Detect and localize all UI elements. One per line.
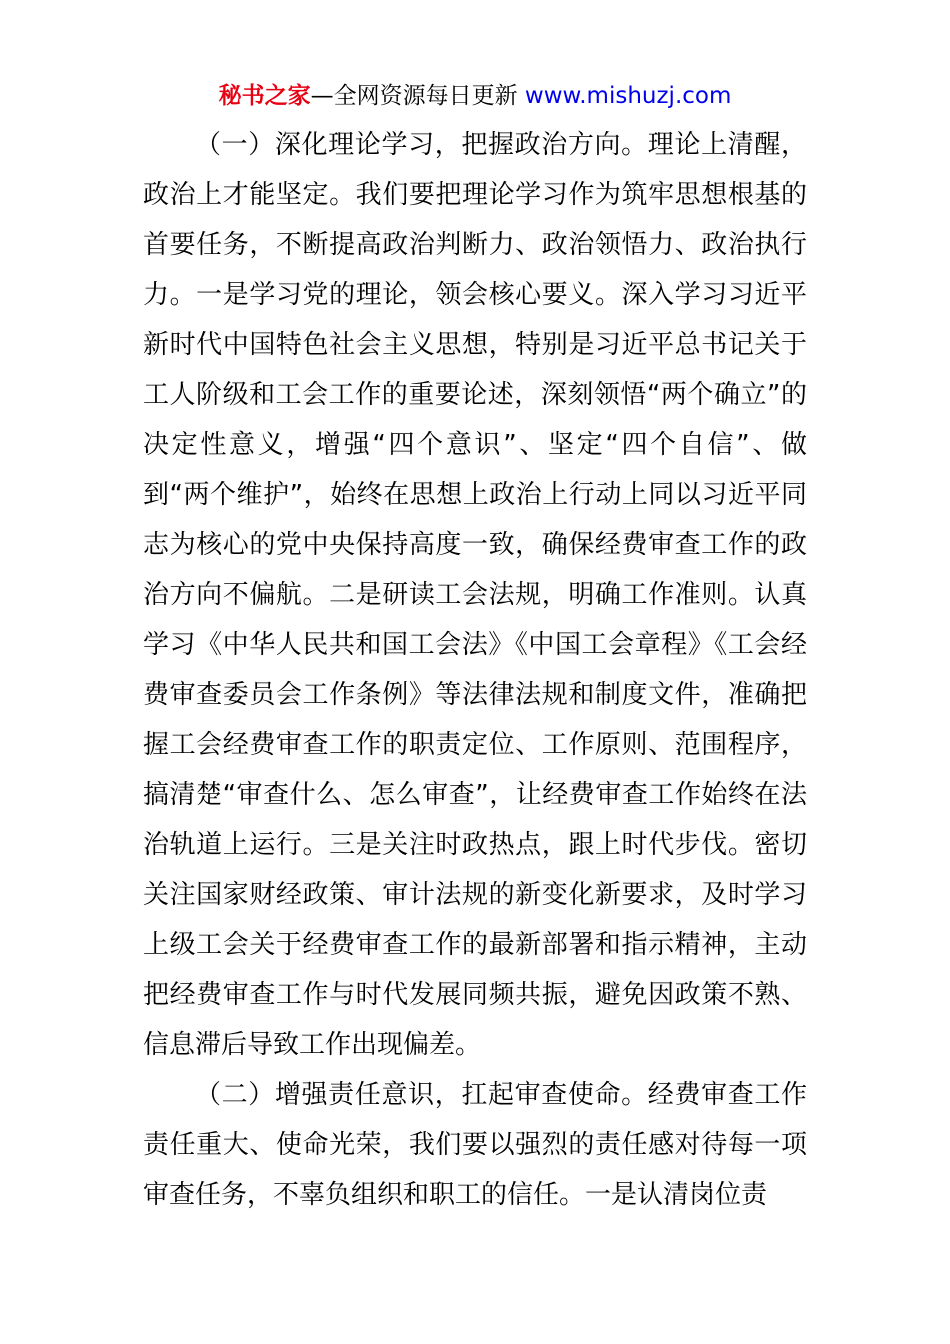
paragraph-1: （一）深化理论学习，把握政治方向。理论上清醒，政治上才能坚定。我们要把理论学习作为筑牢思想根基的首要任务，不断提高政治判断力、政治领悟力、政治执行力。一是学习党的理论，领会核心要义。深入学习习近平新时代中国特色社会主义思想，特别是习近平总书记关于工人阶级和工会工作的重要论述，深刻领悟“两个确立”的决定性意义，增强“四个意识”、坚定“四个自信”、做到“两个维护”，始终在思想上政治上行动上同以习近平同志为核心的党中央保持高度一致，确保经费审查工作的政治方向不偏航。二是研读工会法规，明确工作准则。认真学习《中华人民共和国工会法》《中国工会章程》《工会经费审查委员会工作条例》等法律法规和制度文件，准确把握工会经费审查工作的职责定位、工作原则、范围程序，搞清楚“审查什么、怎么审查”，让经费审查工作始终在法治轨道上运行。三是关注时政热点，跟上时代步伐。密切关注国家财经政策、审计法规的新变化新要求，及时学习上级工会关于经费审查工作的最新部署和指示精神，主动把经费审查工作与时代发展同频共振，避免因政策不熟、信息滞后导致工作出现偏差。	[143, 130, 807, 1060]
site-url-link[interactable]: www.mishuzj.com	[524, 83, 732, 109]
document-body	[143, 120, 807, 1220]
paragraph-2: （二）增强责任意识，扛起审查使命。经费审查工作责任重大、使命光荣，我们要以强烈的责任感对待每一项审查任务，不辜负组织和职工的信任。一是认清岗位责	[143, 1080, 807, 1210]
site-header	[0, 80, 950, 112]
header-tagline: —全网资源每日更新	[310, 83, 525, 109]
brand-name: 秘书之家	[218, 83, 311, 109]
